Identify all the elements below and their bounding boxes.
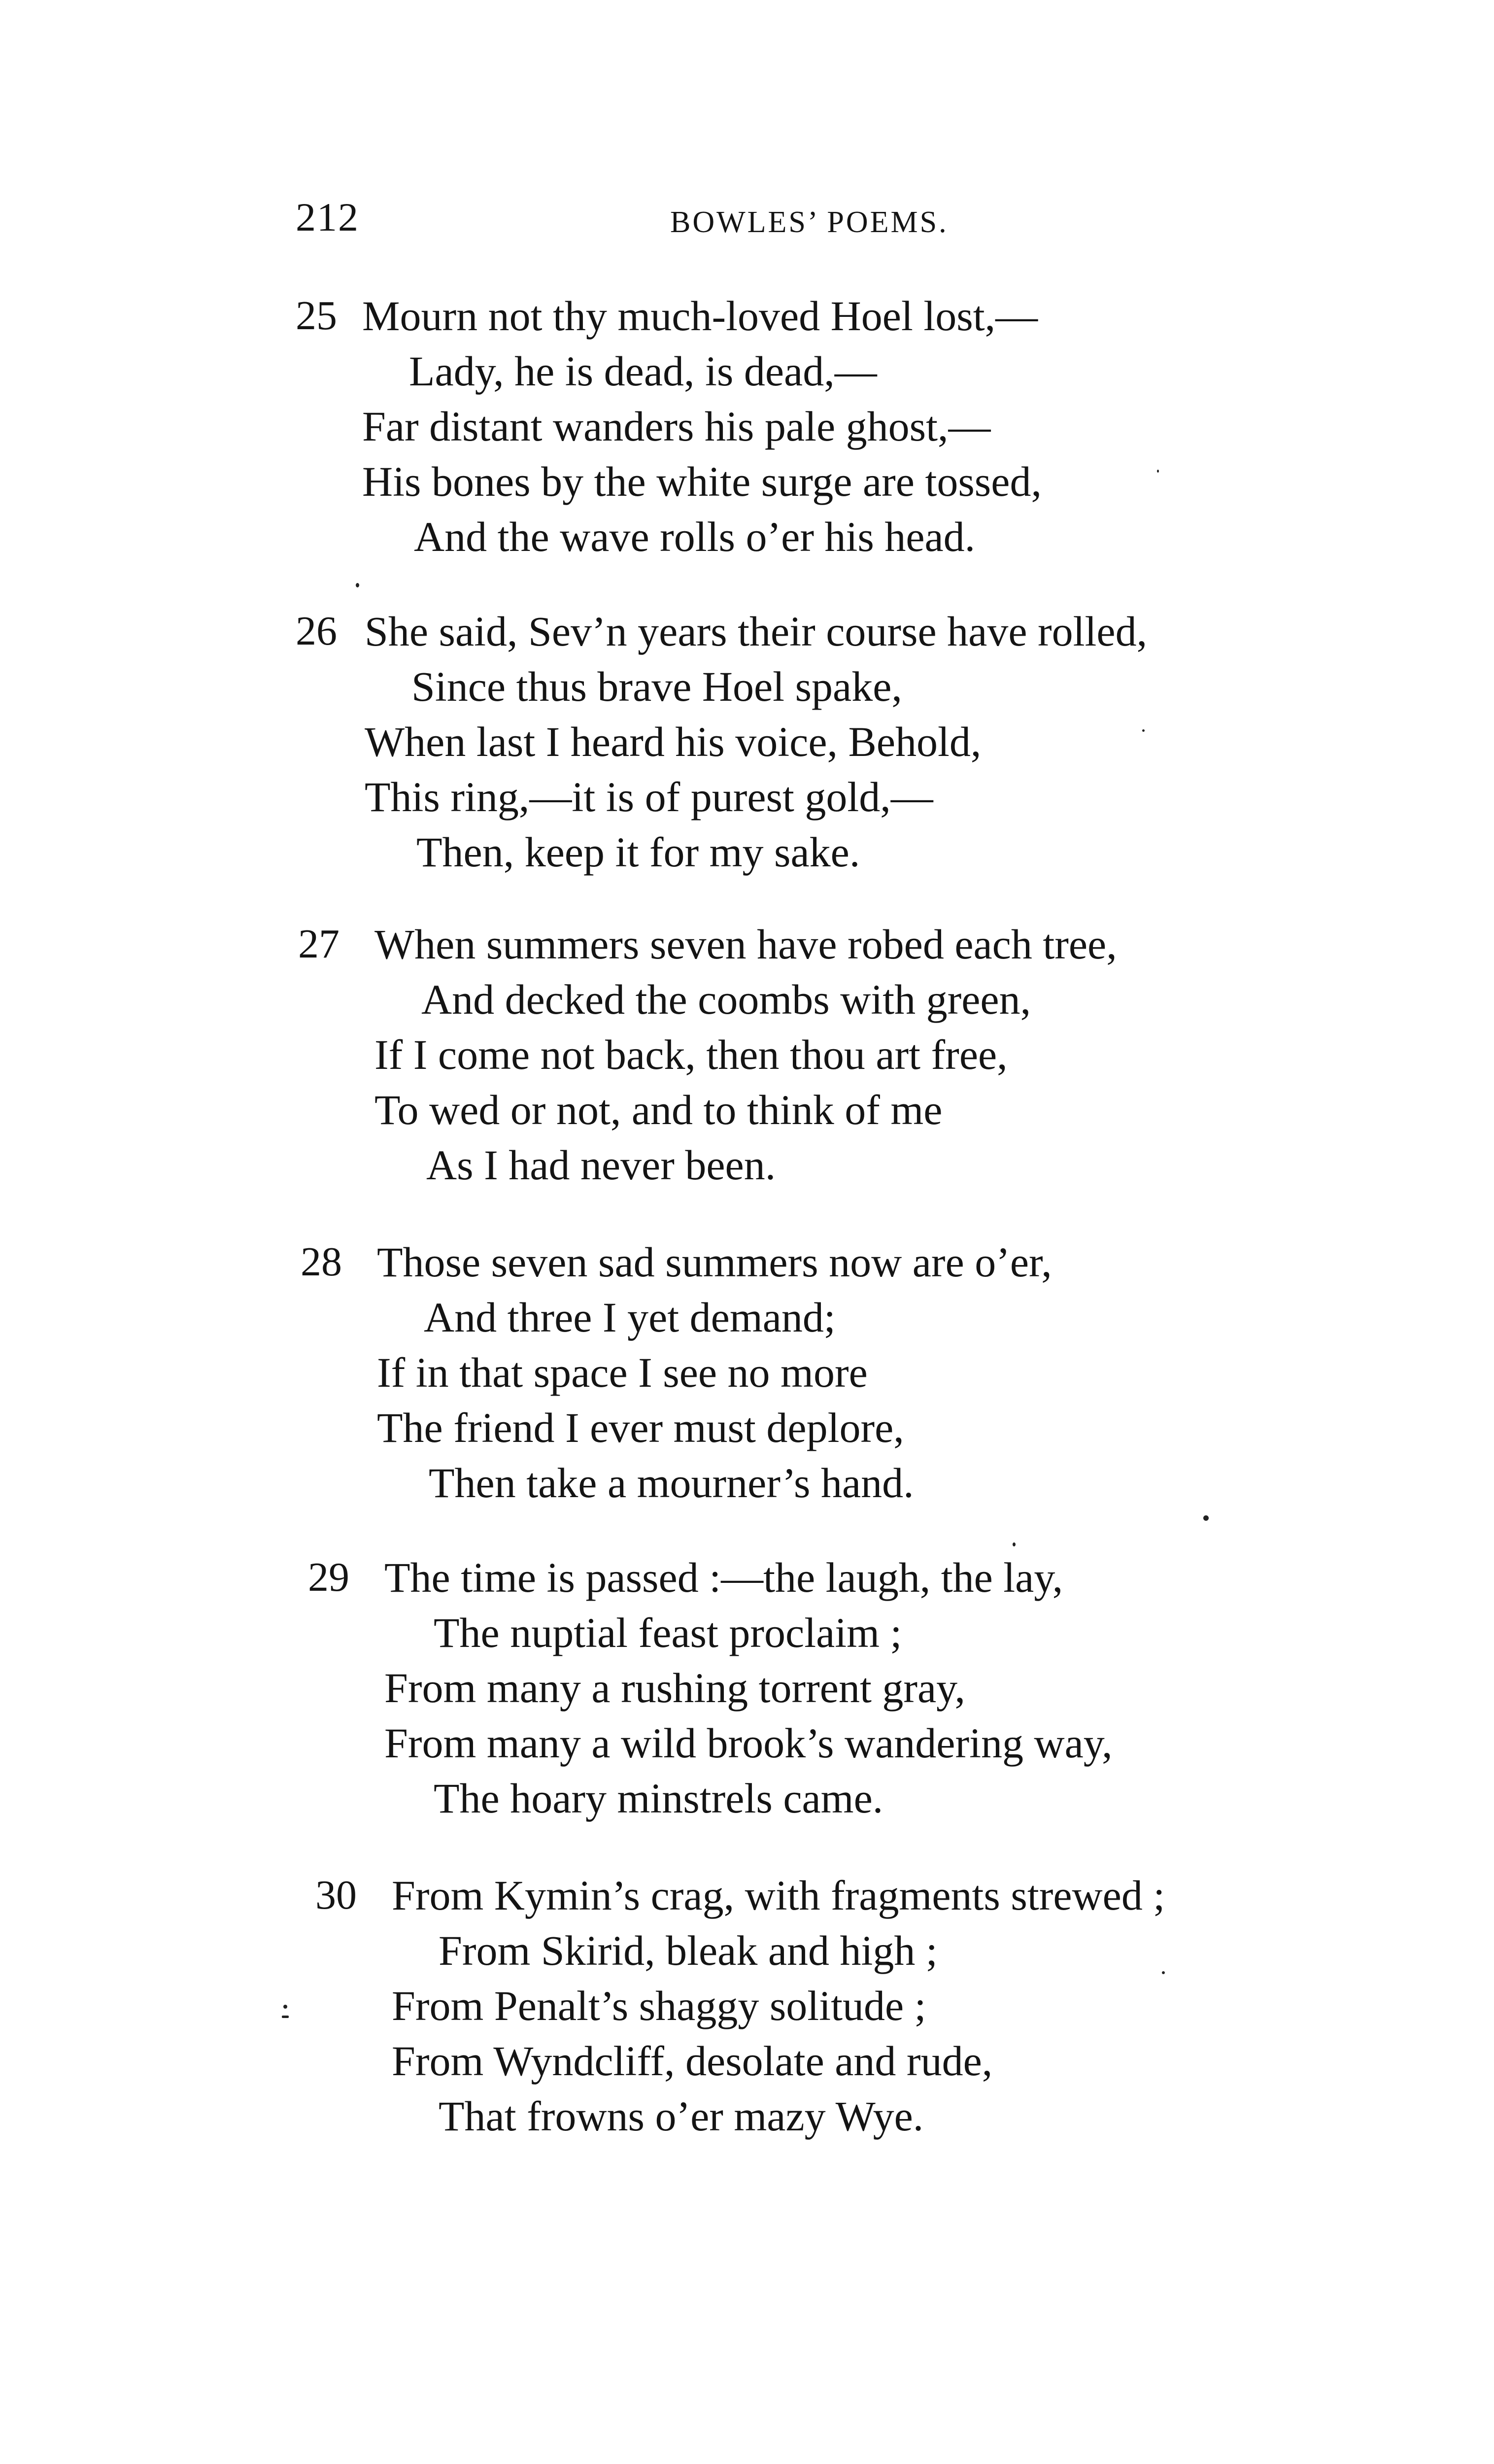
verse-line: As I had never been.: [426, 1141, 776, 1189]
running-head: BOWLES’ POEMS.: [670, 205, 949, 239]
verse-line: The hoary minstrels came.: [434, 1775, 883, 1822]
print-speck: [356, 583, 359, 587]
verse-line: Mourn not thy much-loved Hoel lost,—: [362, 292, 1038, 340]
verse-line: Then take a mourner’s hand.: [429, 1459, 914, 1506]
stanza-number: 30: [315, 1872, 357, 1918]
verse-line: Far distant wanders his pale ghost,—: [362, 403, 991, 450]
print-speck: [1157, 470, 1159, 473]
verse-line: From Wyndcliff, desolate and rude,: [392, 2037, 993, 2085]
verse-line: The time is passed :—the laugh, the lay,: [384, 1554, 1063, 1601]
verse-line: Those seven sad summers now are o’er,: [377, 1238, 1052, 1286]
verse-line: The nuptial feast proclaim ;: [434, 1609, 902, 1656]
verse-line: If I come not back, then thou art free,: [374, 1031, 1008, 1078]
stanza-number: 29: [308, 1554, 349, 1600]
verse-line: And three I yet demand;: [424, 1294, 836, 1341]
verse-line: Lady, he is dead, is dead,—: [409, 347, 877, 395]
print-speck: [1162, 1971, 1165, 1974]
print-speck: [1142, 729, 1145, 732]
verse-line: To wed or not, and to think of me: [374, 1086, 943, 1133]
verse-line: From many a rushing torrent gray,: [384, 1664, 966, 1711]
verse-line: His bones by the white surge are tossed,: [362, 458, 1042, 505]
page-number: 212: [296, 195, 359, 240]
stanza-number: 25: [296, 293, 337, 339]
stanza-number: 27: [298, 921, 340, 967]
verse-line: Then, keep it for my sake.: [416, 828, 860, 876]
verse-line: And the wave rolls o’er his head.: [414, 513, 976, 560]
print-speck: [282, 2016, 289, 2018]
print-speck: [1013, 1542, 1016, 1546]
verse-line: From many a wild brook’s wandering way,: [384, 1719, 1113, 1767]
verse-line: This ring,—it is of purest gold,—: [365, 773, 933, 821]
verse-line: If in that space I see no more: [377, 1349, 868, 1396]
verse-line: From Kymin’s crag, with fragments strewed ;: [392, 1872, 1165, 1919]
verse-line: She said, Sev’n years their course have rolled,: [365, 608, 1148, 655]
print-speck: [1203, 1515, 1209, 1521]
verse-line: Since thus brave Hoel spake,: [411, 663, 902, 710]
verse-line: And decked the coombs with green,: [421, 976, 1031, 1023]
stanza-number: 28: [301, 1239, 342, 1285]
verse-line: When last I heard his voice, Behold,: [365, 718, 982, 765]
verse-line: That frowns o’er mazy Wye.: [439, 2092, 924, 2140]
verse-line: The friend I ever must deplore,: [377, 1404, 904, 1451]
print-speck: [283, 2005, 287, 2009]
verse-line: From Skirid, bleak and high ;: [439, 1927, 938, 1974]
verse-line: When summers seven have robed each tree,: [374, 921, 1117, 968]
verse-line: From Penalt’s shaggy solitude ;: [392, 1982, 926, 2029]
stanza-number: 26: [296, 608, 337, 654]
